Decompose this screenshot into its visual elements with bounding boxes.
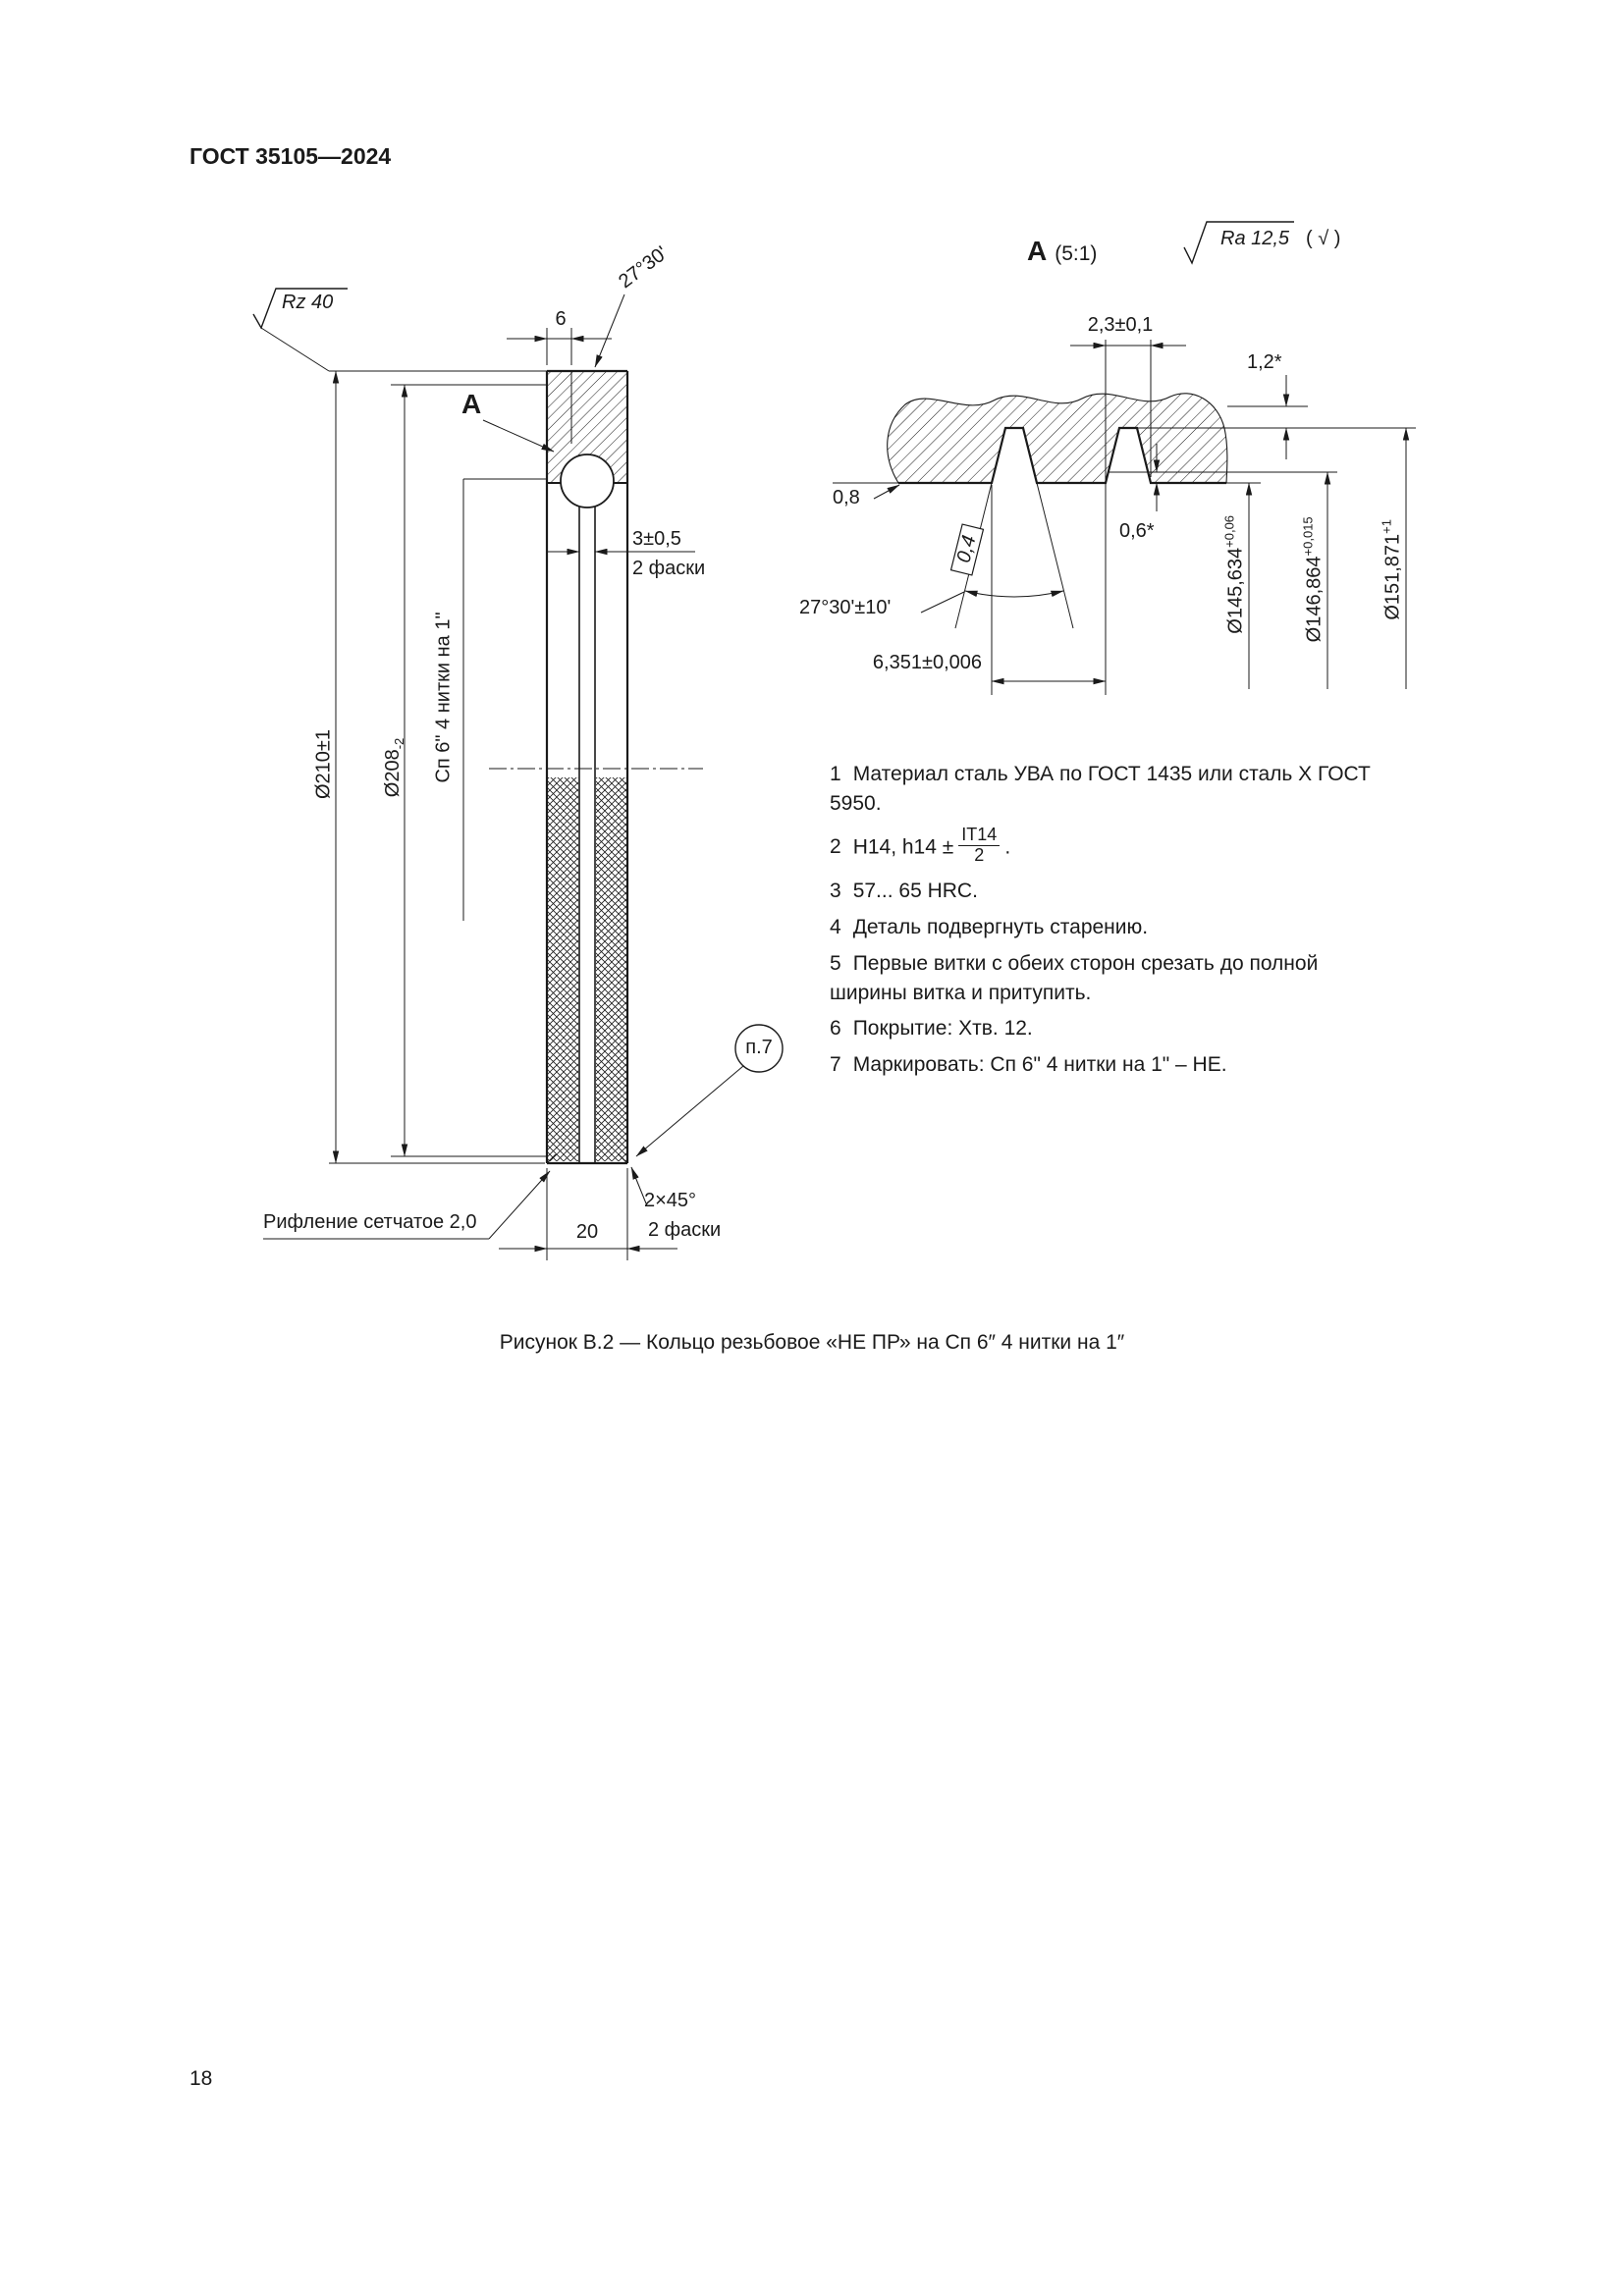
note-3 [830,877,1399,906]
edge-chamfer-note: 2 фаски [648,1219,722,1241]
chamfer-angle-label: 27°30' [615,241,673,294]
note-text-suffix: . [1004,834,1011,858]
flat-width-dim: 0,8 [833,487,860,508]
tolerance-fraction [958,826,1000,867]
detail-view-linework [833,222,1416,695]
depth2-dim: 0,6* [1119,520,1155,542]
document-header: ГОСТ 35105—2024 [189,143,392,169]
body-diameter-value: Ø208 [382,749,405,798]
knurl-pattern-right [596,777,626,1161]
diameter3-value: Ø151,871 [1381,533,1404,620]
surface-finish-label: Rz 40 [282,292,334,313]
technical-notes [830,760,1399,1087]
thread-profile-circle [561,454,614,507]
note-4 [830,913,1399,942]
note-text: Маркировать: Сп 6" 4 нитки на 1" – НЕ. [852,1053,1227,1077]
other-surfaces-symbol: ( √ ) [1306,228,1341,249]
depth1-dim: 1,2* [1247,351,1282,373]
diameter1-tolerance: +0,06 [1221,514,1237,548]
thread-spec-label: Сп 6" 4 нитки на 1" [432,612,455,783]
detail-view-title [1027,236,1097,267]
note-text: Материал сталь УВА по ГОСТ 1435 или сталь Х ГОСТ 5950. [830,763,1371,815]
note-7 [830,1050,1399,1080]
bore-chamfer-note: 2 фаски [632,558,706,579]
note-1 [830,760,1399,819]
diameter1-dim [1223,471,1248,677]
item-callout-label: п.7 [745,1037,773,1058]
thickness-dim: 20 [575,1221,599,1243]
note-2 [830,826,1399,871]
profile-tolerance-dim: 0,4 [952,533,981,565]
page-number: 18 [189,2067,213,2090]
bore-chamfer-dim: 3±0,5 [632,528,681,550]
detail-marker-label: А [461,389,482,419]
note-text: Первые витки с обеих сторон срезать до полной ширины витка и притупить. [830,951,1319,1004]
fraction-numerator: IT14 [958,826,1000,847]
thread-width-dim: 6 [555,308,567,330]
note-text: 57... 65 HRC. [852,880,978,903]
diameter2-tolerance: +0,015 [1300,516,1316,557]
note-6 [830,1014,1399,1043]
body-diameter-dim [382,704,407,831]
detail-view-scale: (5:1) [1055,242,1098,265]
note-5 [830,949,1399,1008]
thread-angle-dim: 27°30'±10' [799,597,892,618]
note-number: 6 [830,1017,841,1041]
groove-width-dim: 2,3±0,1 [1087,314,1154,336]
pitch-dim: 6,351±0,006 [872,652,982,673]
diameter3-dim [1380,466,1405,672]
figure-caption: Рисунок В.2 — Кольцо резьбовое «НЕ ПР» на Сп 6″ 4 нитки на 1″ [499,1331,1125,1354]
diameter2-value: Ø146,864 [1303,556,1326,643]
edge-chamfer-dim: 2×45° [644,1190,697,1211]
note-number: 7 [830,1053,841,1077]
note-text: Деталь подвергнуть старению. [852,916,1149,939]
body-diameter-tolerance: -2 [392,737,407,750]
note-number: 4 [830,916,841,939]
note-number: 3 [830,880,841,903]
knurl-note-label: Рифление сетчатое 2,0 [263,1211,477,1233]
knurl-pattern-left [548,777,578,1161]
note-text: H14, h14 ± [852,834,954,858]
fraction-denominator: 2 [974,845,985,866]
detail-view-letter: А [1027,236,1048,266]
diameter1-value: Ø145,634 [1224,547,1247,634]
outer-diameter-dim: Ø210±1 [312,728,335,800]
note-number: 5 [830,951,841,975]
diameter3-tolerance: +1 [1379,518,1394,534]
detail-hatch [888,394,1227,483]
diameter2-dim [1302,476,1326,682]
note-text: Покрытие: Хтв. 12. [852,1017,1033,1041]
detail-surface-finish-label: Ra 12,5 [1220,228,1290,249]
note-number: 2 [830,834,841,858]
note-number: 1 [830,763,841,785]
